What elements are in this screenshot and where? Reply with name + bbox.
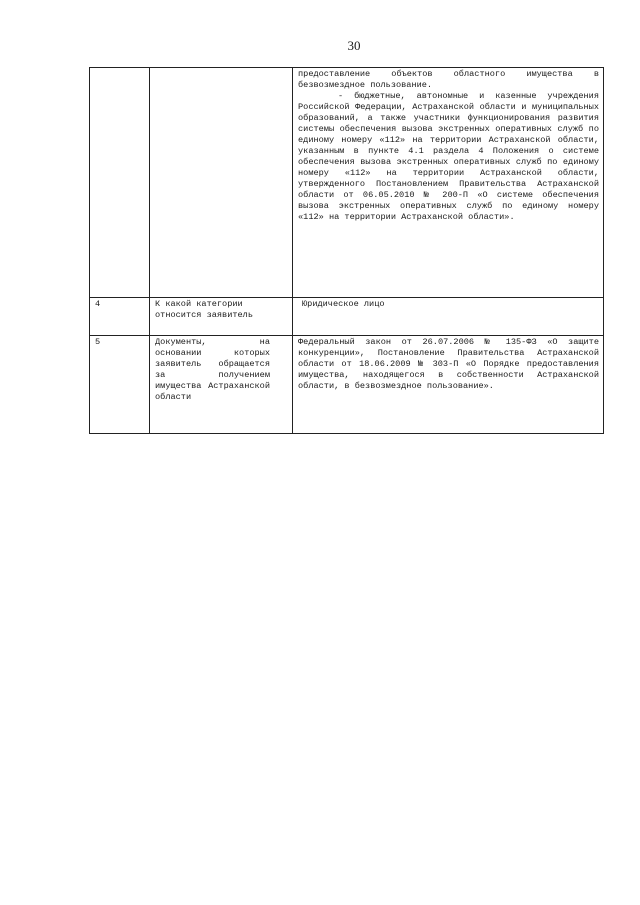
table-row: [90, 68, 604, 298]
services-table: [89, 67, 604, 434]
row-number-cell: 4: [90, 298, 150, 336]
answer-paragraph: предоставление объектов областного имущества в безвозмездное пользование.: [298, 69, 599, 90]
row-answer-cell: [293, 68, 604, 298]
table-row: [90, 336, 604, 434]
row-question-cell: Документы, на основании которых заявитель обращается за получением имущества Астраханской области: [150, 336, 293, 434]
row-question-cell: [150, 68, 293, 298]
answer-paragraph: - бюджетные, автономные и казенные учреждения Российской Федерации, Астраханской области и муниципальных образований, а также участники функционирования развития системы обеспечения вызова экстренных оперативных служб по единому номеру «112» на территории Астраханской области, указанным в пункте 4.1 раздела 4 Положения о системе обеспечения вызова экстренных оперативных служб по единому номеру «112» на территории Астраханской области, утвержденного Постановлением Правительства Астраханской области от 06.05.2010 № 200-П «О системе обеспечения вызова экстренных оперативных служб по единому номеру «112» на территории Астраханской области».: [298, 91, 599, 222]
answer-paragraph: Юридическое лицо: [302, 299, 385, 309]
row-question-cell: К какой категории относится заявитель: [150, 298, 293, 336]
row-answer-cell: [293, 336, 604, 434]
table-row: [90, 298, 604, 336]
row-number-cell: [90, 68, 150, 298]
row-answer-cell: [293, 298, 604, 336]
answer-paragraph: Федеральный закон от 26.07.2006 № 135-ФЗ «О защите конкуренции», Постановление Правительства Астраханской области от 18.06.2009 № 303-П «О Порядке предоставления имущества, находящегося в собственности Астраханской области, в безвозмездное пользование».: [298, 337, 599, 391]
row-number-cell: 5: [90, 336, 150, 434]
page-number: 30: [347, 38, 361, 53]
